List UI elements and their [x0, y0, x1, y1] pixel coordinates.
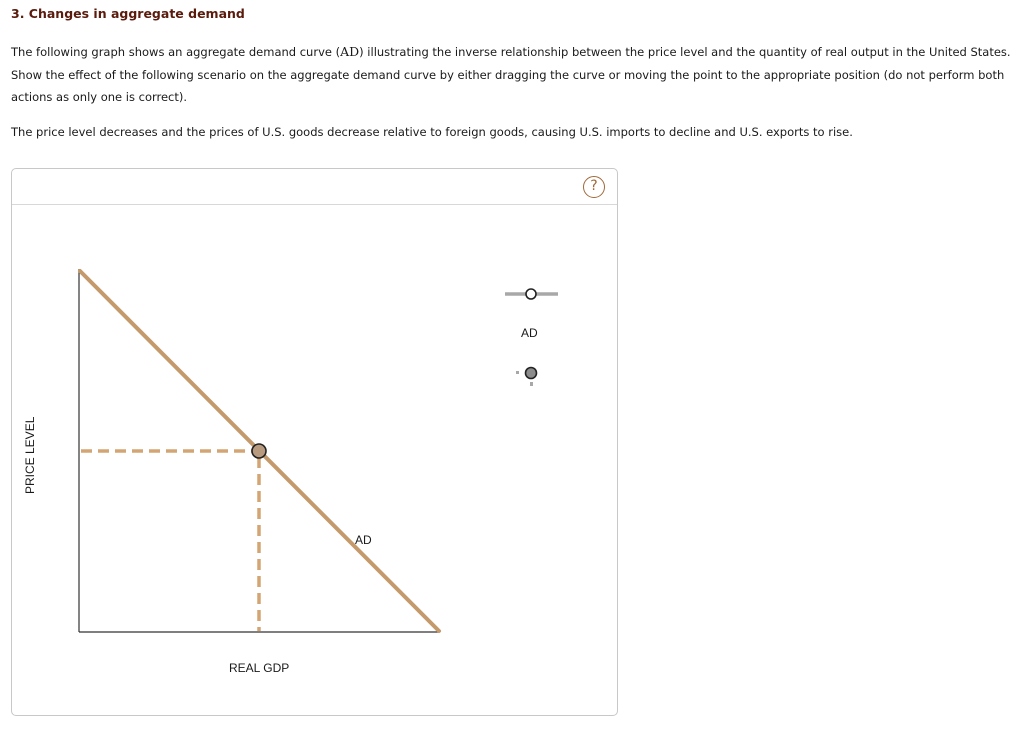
scenario-text: The price level decreases and the prices of U.S. goods decrease relative to foreign goods, causing U.S. imports to decline and U.S. exports to rise. — [11, 125, 853, 139]
question-intro — [11, 41, 1011, 109]
graph-canvas — [12, 169, 617, 715]
x-axis-label: REAL GDP — [229, 661, 290, 675]
ad-point[interactable] — [252, 444, 266, 458]
curve-label-ad: AD — [355, 533, 372, 547]
palette-ad-handle-icon[interactable] — [526, 289, 536, 299]
palette-point-tool[interactable] — [516, 368, 537, 387]
intro-text-2: ) illustrating the inverse relationship between the price level and the quantity of real output in the United States. Show the effect of the following scenario on the aggregate demand curve by either dragging the curve or moving the point to the appropriate position (do not perform both actions as only one is correct). — [11, 45, 1011, 104]
y-axis-label: PRICE LEVEL — [23, 416, 37, 494]
graph-panel — [11, 168, 618, 716]
palette-ad-tool[interactable] — [505, 289, 558, 299]
help-button[interactable]: ? — [583, 176, 605, 198]
intro-ad-symbol: AD — [340, 44, 360, 59]
palette-point-vline-icon — [530, 382, 533, 386]
intro-text-1: The following graph shows an aggregate demand curve ( — [11, 45, 341, 59]
question-title: 3. Changes in aggregate demand — [11, 6, 245, 21]
palette-ad-label: AD — [521, 326, 538, 340]
palette-point-hline-icon — [516, 371, 519, 374]
palette-point-icon[interactable] — [526, 368, 537, 379]
